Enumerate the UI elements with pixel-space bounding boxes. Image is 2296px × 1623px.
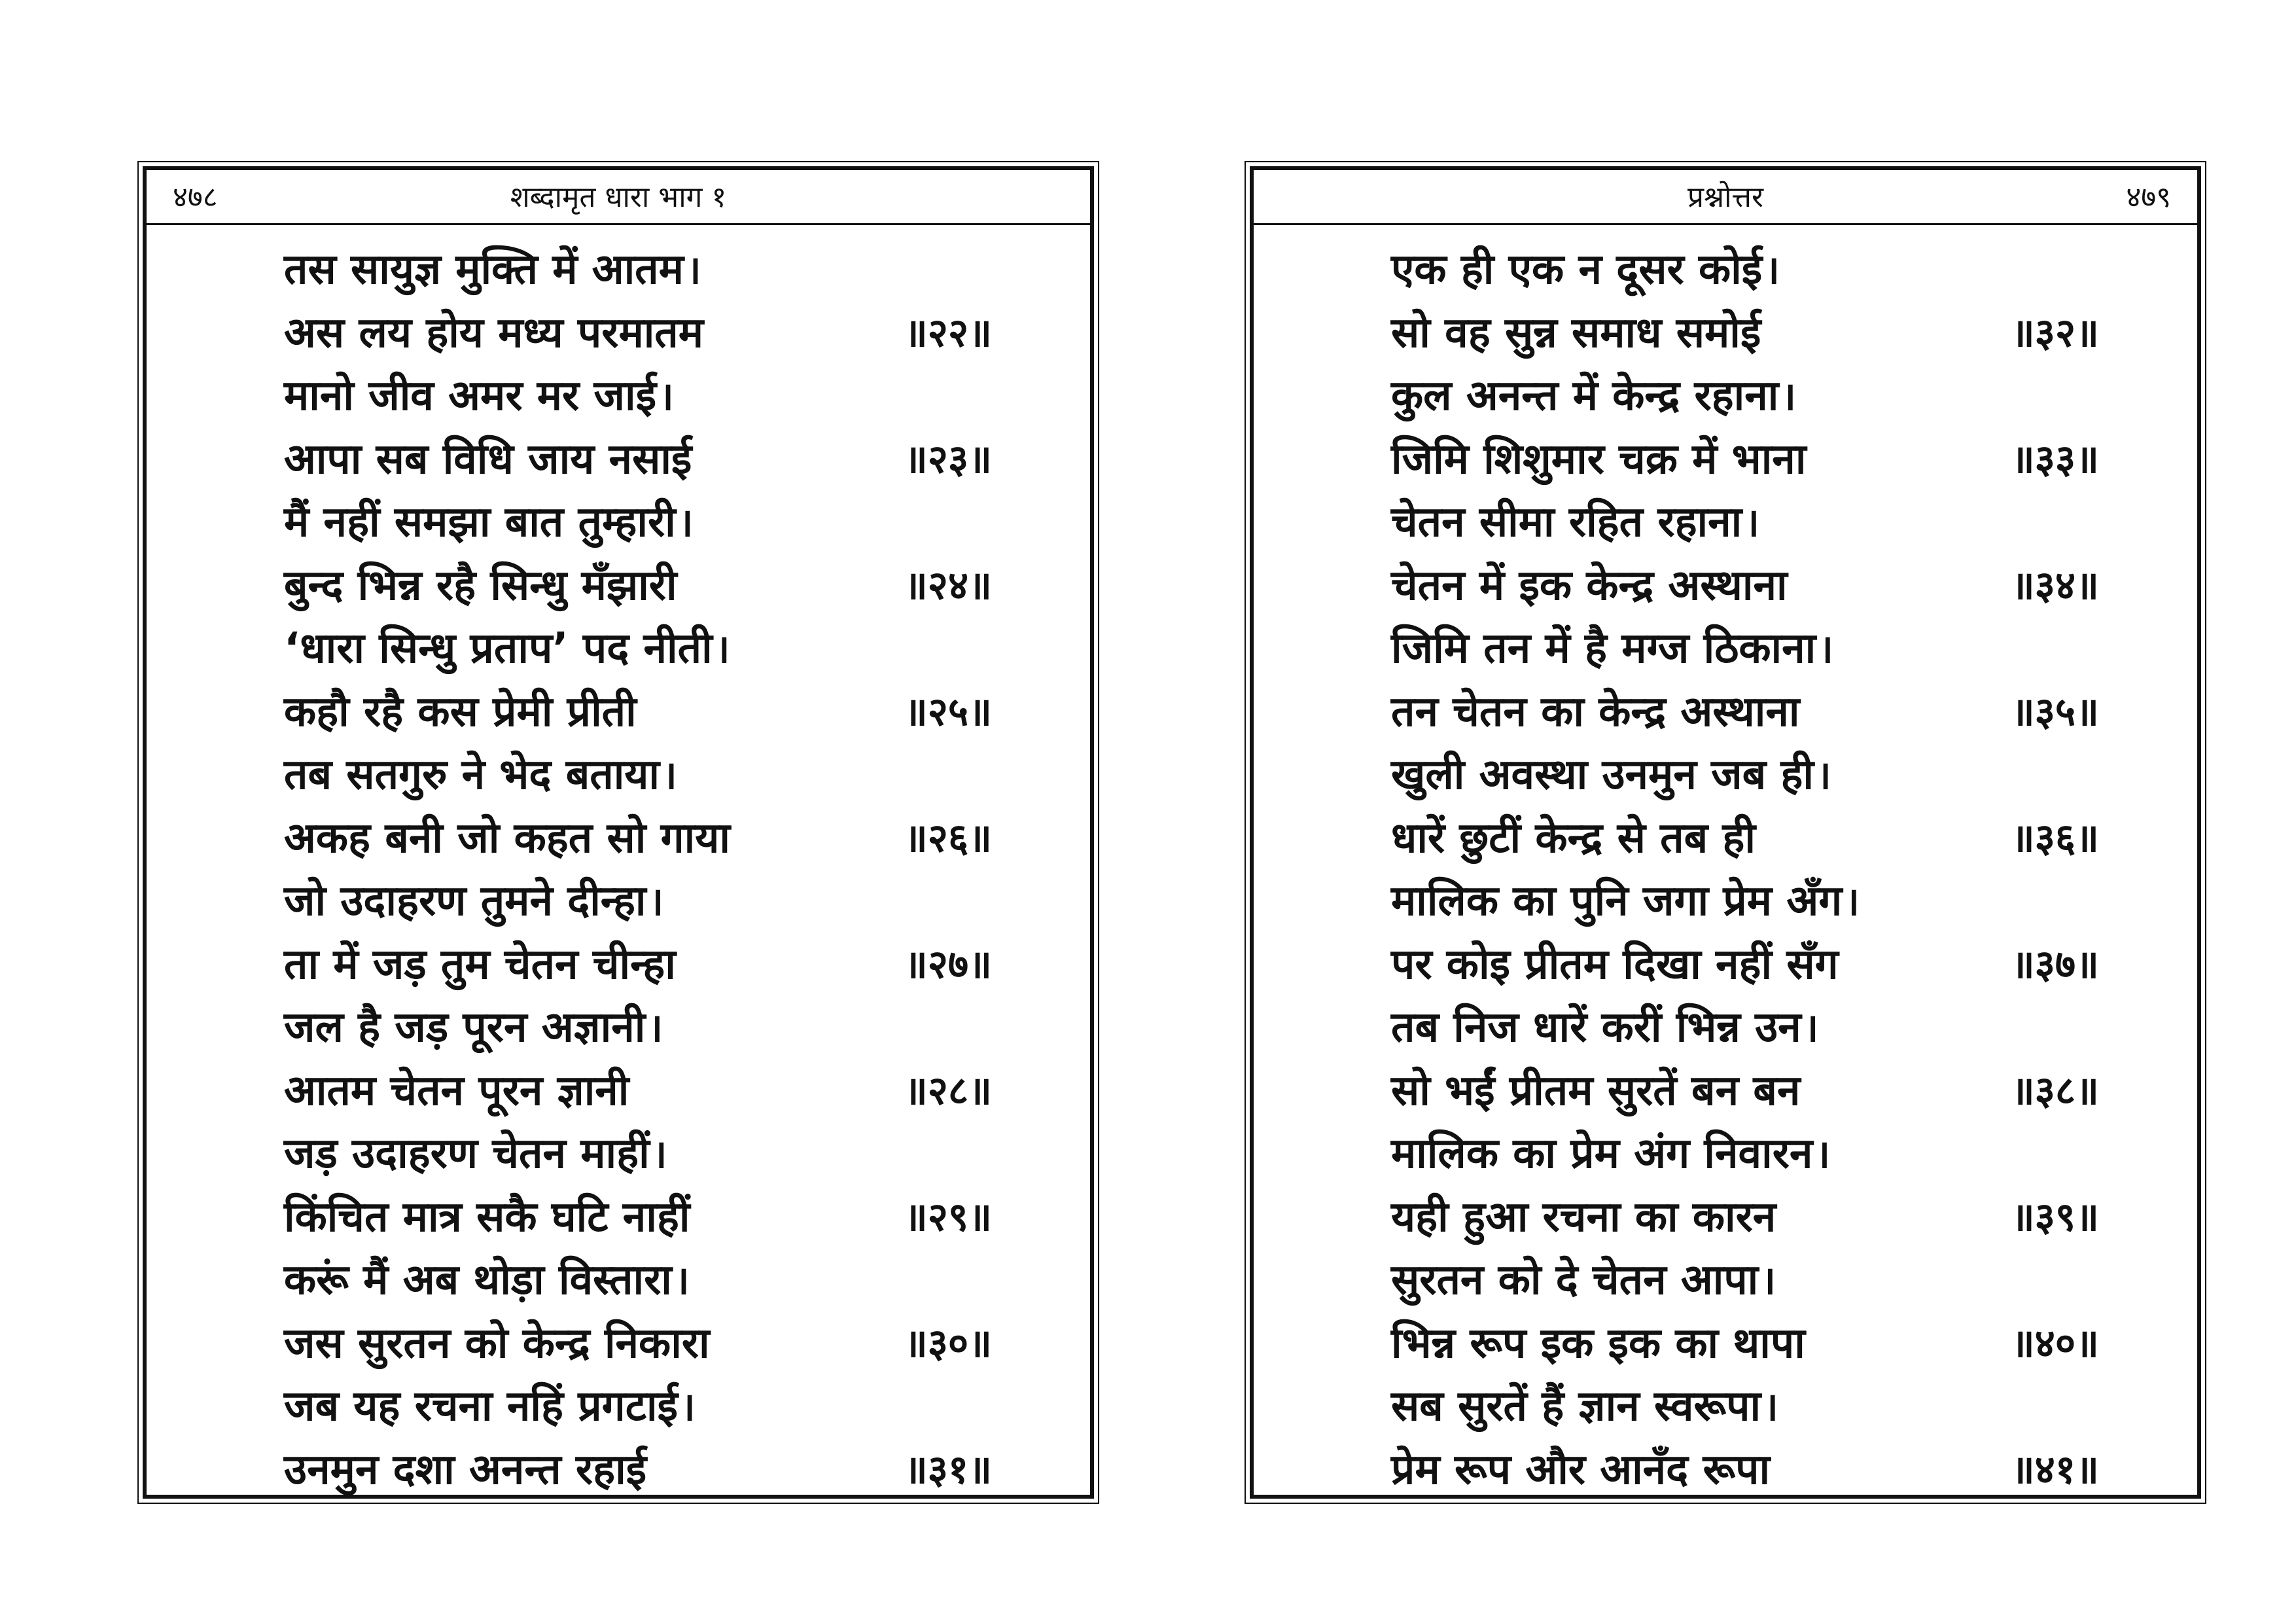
verse-text: चेतन में इक केन्द्र अस्थाना <box>1391 561 1788 610</box>
verse-line <box>147 996 1090 1060</box>
danda-mark: । <box>1744 500 1759 546</box>
danda-mark: । <box>715 626 730 672</box>
verse-text: सो वह सुन्न समाध समोई <box>1391 308 1761 357</box>
verse-text: किंचित मात्र सकै घटि नाहीं <box>284 1192 690 1241</box>
danda-mark: । <box>678 500 694 546</box>
verse-number: ॥२५॥ <box>904 688 992 735</box>
verse-line <box>147 491 1090 554</box>
verse-line <box>147 1312 1090 1376</box>
verse-text: ‘धारा सिन्धु प्रताप’ पद नीती <box>284 624 713 673</box>
danda-mark: । <box>1761 1258 1776 1304</box>
danda-mark: । <box>648 1005 663 1051</box>
verse-text: आपा सब विधि जाय नसाई <box>284 435 692 484</box>
danda-mark: । <box>1818 626 1833 672</box>
verse-line <box>1254 743 2197 807</box>
verse-number: ॥२३॥ <box>904 436 992 482</box>
right-page-header <box>1254 170 2197 225</box>
verse-line <box>1254 996 2197 1060</box>
verse-line <box>1254 1122 2197 1186</box>
verse-text: धारें छुटीं केन्द्र से तब ही <box>1391 813 1756 863</box>
verse-text: एक ही एक न दूसर कोई <box>1391 245 1763 294</box>
verse-number: ॥३६॥ <box>2011 815 2099 861</box>
verse-text: जिमि तन में है मग्ज ठिकाना <box>1391 624 1816 673</box>
verse-number: ॥३९॥ <box>2011 1194 2099 1240</box>
verse-line <box>1254 365 2197 428</box>
verse-line <box>1254 1060 2197 1123</box>
verse-line <box>147 1249 1090 1312</box>
right-running-title: प्रश्नोत्तर <box>1687 181 1763 214</box>
verse-line <box>1254 617 2197 681</box>
verse-line <box>147 1375 1090 1438</box>
verse-text: जब यह रचना नहिं प्रगटाई <box>284 1382 678 1431</box>
danda-mark: । <box>1763 1384 1778 1430</box>
verse-line <box>1254 1249 2197 1312</box>
verse-number: ॥३५॥ <box>2011 688 2099 735</box>
verse-number: ॥४०॥ <box>2011 1320 2099 1366</box>
danda-mark: । <box>686 247 701 293</box>
verse-line <box>1254 428 2197 491</box>
verse-line <box>147 1122 1090 1186</box>
verse-text: आतम चेतन पूरन ज्ञानी <box>284 1066 629 1115</box>
verse-text: कुल अनन्त में केन्द्र रहाना <box>1391 372 1779 420</box>
verse-number: ॥२६॥ <box>904 815 992 861</box>
danda-mark: । <box>1845 879 1860 925</box>
verse-text: चेतन सीमा रहित रहाना <box>1391 498 1742 546</box>
danda-mark: । <box>652 1132 667 1177</box>
verse-number: ॥३२॥ <box>2011 310 2099 356</box>
verse-text: मालिक का पुनि जगा प्रेम अँग <box>1391 877 1843 925</box>
verse-line <box>147 365 1090 428</box>
verse-line <box>147 428 1090 491</box>
verse-line <box>147 1060 1090 1123</box>
verse-line <box>147 554 1090 618</box>
verse-text: मालिक का प्रेम अंग निवारन <box>1391 1130 1813 1178</box>
verse-text: तब निज धारें करीं भिन्न उन <box>1391 1003 1801 1052</box>
verse-text: अस लय होय मध्य परमातम <box>284 308 704 357</box>
verse-text: जल है जड़ पूरन अज्ञानी <box>284 1003 646 1052</box>
verse-line <box>147 617 1090 681</box>
verse-number: ॥३८॥ <box>2011 1067 2099 1114</box>
danda-mark: । <box>1765 247 1780 293</box>
verse-line <box>1254 1438 2197 1502</box>
verse-number: ॥२८॥ <box>904 1067 992 1114</box>
verse-line <box>147 302 1090 365</box>
danda-mark: । <box>680 1384 696 1430</box>
verse-text: जस सुरतन को केन्द्र निकारा <box>284 1319 710 1368</box>
verse-line <box>1254 1312 2197 1376</box>
verse-text: जो उदाहरण तुमने दीन्हा <box>284 877 646 925</box>
verse-text: उनमुन दशा अनन्त रहाई <box>284 1445 647 1494</box>
verse-line <box>147 1438 1090 1502</box>
verse-text: खुली अवस्था उनमुन जब ही <box>1391 751 1814 799</box>
verse-text: अकह बनी जो कहत सो गाया <box>284 813 730 863</box>
verse-text: तस सायुज्ञ मुक्ति में आतम <box>284 245 684 294</box>
verse-number: ॥२९॥ <box>904 1194 992 1240</box>
danda-mark: । <box>1803 1005 1819 1051</box>
verse-text: तब सतगुरु ने भेद बताया <box>284 751 660 799</box>
verse-number: ॥३३॥ <box>2011 436 2099 482</box>
left-page <box>143 166 1094 1499</box>
verse-text: मैं नहीं समझा बात तुम्हारी <box>284 498 676 546</box>
verse-line <box>1254 933 2197 997</box>
left-verse-block <box>147 238 1090 1501</box>
danda-mark: । <box>659 374 674 419</box>
verse-text: जिमि शिशुमार चक्र में भाना <box>1391 435 1807 484</box>
verse-number: ॥३०॥ <box>904 1320 992 1366</box>
verse-number: ॥४१॥ <box>2011 1446 2099 1493</box>
danda-mark: । <box>1781 374 1797 419</box>
verse-text: बुन्द भिन्न रहै सिन्धु मँझारी <box>284 561 677 610</box>
verse-line <box>147 870 1090 933</box>
verse-text: सुरतन को दे चेतन आपा <box>1391 1256 1759 1304</box>
right-page-number: ४७९ <box>2126 181 2171 214</box>
verse-text: मानो जीव अमर मर जाई <box>284 372 656 420</box>
verse-number: ॥२७॥ <box>904 941 992 988</box>
verse-line <box>1254 1375 2197 1438</box>
verse-text: भिन्न रूप इक इक का थापा <box>1391 1319 1805 1368</box>
verse-number: ॥३१॥ <box>904 1446 992 1493</box>
right-page <box>1250 166 2201 1499</box>
left-page-header <box>147 170 1090 225</box>
verse-line <box>1254 238 2197 302</box>
verse-number: ॥३७॥ <box>2011 941 2099 988</box>
verse-line <box>1254 681 2197 744</box>
right-verse-block <box>1254 238 2197 1501</box>
verse-line <box>147 807 1090 870</box>
verse-text: ता में जड़ तुम चेतन चीन्हा <box>284 940 676 989</box>
verse-line <box>147 681 1090 744</box>
verse-text: पर कोइ प्रीतम दिखा नहीं सँग <box>1391 940 1839 989</box>
verse-line <box>1254 870 2197 933</box>
danda-mark: । <box>1815 1132 1831 1177</box>
verse-number: ॥२२॥ <box>904 310 992 356</box>
verse-text: करूं मैं अब थोड़ा विस्तारा <box>284 1256 672 1304</box>
verse-line <box>147 743 1090 807</box>
verse-line <box>147 933 1090 997</box>
verse-text: कहौ रहै कस प्रेमी प्रीती <box>284 687 637 736</box>
left-running-title: शब्दामृत धारा भाग १ <box>510 181 727 214</box>
verse-text: तन चेतन का केन्द्र अस्थाना <box>1391 687 1800 736</box>
verse-text: जड़ उदाहरण चेतन माहीं <box>284 1130 650 1178</box>
verse-line <box>1254 302 2197 365</box>
verse-line <box>147 238 1090 302</box>
verse-line <box>1254 554 2197 618</box>
verse-line <box>1254 1186 2197 1249</box>
verse-text: यही हुआ रचना का कारन <box>1391 1192 1776 1241</box>
verse-number: ॥३४॥ <box>2011 562 2099 609</box>
danda-mark: । <box>674 1258 690 1304</box>
verse-line <box>147 1186 1090 1249</box>
verse-line <box>1254 807 2197 870</box>
verse-text: सो भईं प्रीतम सुरतें बन बन <box>1391 1066 1801 1115</box>
left-page-number: ४७८ <box>173 181 218 214</box>
verse-text: प्रेम रूप और आनँद रूपा <box>1391 1445 1771 1494</box>
verse-number: ॥२४॥ <box>904 562 992 609</box>
danda-mark: । <box>1816 753 1831 798</box>
danda-mark: । <box>648 879 664 925</box>
verse-line <box>1254 491 2197 554</box>
danda-mark: । <box>662 753 677 798</box>
verse-text: सब सुरतें हैं ज्ञान स्वरूपा <box>1391 1382 1761 1431</box>
